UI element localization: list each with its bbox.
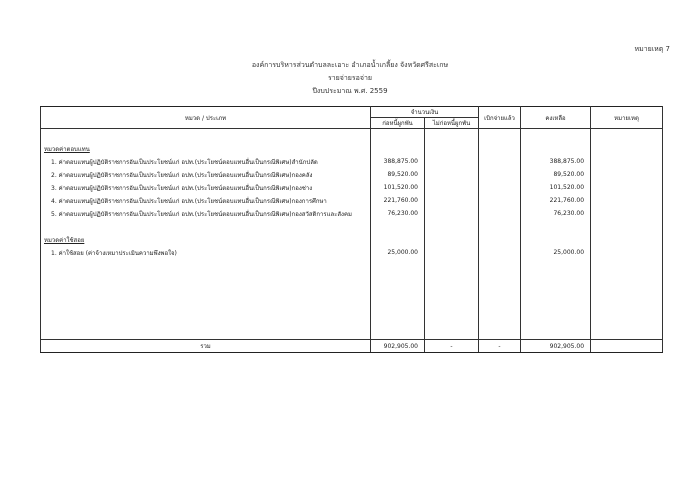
header-not-obligated: ไม่ก่อหนี้ผูกพัน <box>425 118 479 129</box>
item-label: 4. ค่าตอบแทนผู้ปฏิบัติราชการอันเป็นประโยชน์แก่ อปท.(ประโยชน์ตอบแทนอื่นเป็นกรณีพิเศษ)กองการศึกษา <box>41 194 371 207</box>
table-row <box>41 181 663 194</box>
item-obligated: 101,520.00 <box>371 181 425 194</box>
item-balance: 388,875.00 <box>521 155 591 168</box>
item-obligated: 221,760.00 <box>371 194 425 207</box>
org-title: องค์การบริหารส่วนตำบลละเอาะ อำเภอน้ำเกลี้ยง จังหวัดศรีสะเกษ <box>251 61 449 69</box>
header-amount: จำนวนเงิน <box>371 107 479 118</box>
header-balance: คงเหลือ <box>521 107 591 129</box>
item-obligated: 25,000.00 <box>371 246 425 259</box>
item-balance: 25,000.00 <box>521 246 591 259</box>
budget-table <box>40 106 663 353</box>
table-row <box>41 168 663 181</box>
table-row <box>41 207 663 220</box>
item-label: 3. ค่าตอบแทนผู้ปฏิบัติราชการอันเป็นประโยชน์แก่ อปท.(ประโยชน์ตอบแทนอื่นเป็นกรณีพิเศษ)กองช่าง <box>41 181 371 194</box>
item-balance: 76,230.00 <box>521 207 591 220</box>
header-remark: หมายเหตุ <box>591 107 663 129</box>
item-balance: 101,520.00 <box>521 181 591 194</box>
total-obligated: 902,905.00 <box>371 340 425 353</box>
header-paid: เบิกจ่ายแล้ว <box>479 107 521 129</box>
header-obligated: ก่อหนี้ผูกพัน <box>371 118 425 129</box>
item-label: 5. ค่าตอบแทนผู้ปฏิบัติราชการอันเป็นประโยชน์แก่ อปท.(ประโยชน์ตอบแทนอื่นเป็นกรณีพิเศษ)กองสวัสดิการและสังคม <box>41 207 371 220</box>
header-category: หมวด / ประเภท <box>41 107 371 129</box>
table-row <box>41 194 663 207</box>
total-label: รวม <box>41 340 371 353</box>
section-compensation: หมวดค่าตอบแทน <box>41 142 371 155</box>
table-row <box>41 246 663 259</box>
item-obligated: 89,520.00 <box>371 168 425 181</box>
item-label: 1. ค่าตอบแทนผู้ปฏิบัติราชการอันเป็นประโยชน์แก่ อปท.(ประโยชน์ตอบแทนอื่นเป็นกรณีพิเศษ)สำนักปลัด <box>41 155 371 168</box>
total-not-obligated: - <box>425 340 479 353</box>
item-label: 1. ค่าใช้สอย (ค่าจ้างเหมาประเมินความพึงพอใจ) <box>41 246 371 259</box>
item-obligated: 388,875.00 <box>371 155 425 168</box>
total-row <box>41 340 663 353</box>
section-expenses: หมวดค่าใช้สอย <box>41 233 371 246</box>
note-label: หมายเหตุ 7 <box>634 45 670 53</box>
total-paid: - <box>479 340 521 353</box>
table-row <box>41 155 663 168</box>
fiscal-year: ปีงบประมาณ พ.ศ. 2559 <box>312 87 388 95</box>
item-balance: 221,760.00 <box>521 194 591 207</box>
item-balance: 89,520.00 <box>521 168 591 181</box>
report-title: รายจ่ายรอจ่าย <box>327 74 373 82</box>
item-label: 2. ค่าตอบแทนผู้ปฏิบัติราชการอันเป็นประโยชน์แก่ อปท.(ประโยชน์ตอบแทนอื่นเป็นกรณีพิเศษ)กองคลัง <box>41 168 371 181</box>
total-balance: 902,905.00 <box>521 340 591 353</box>
item-obligated: 76,230.00 <box>371 207 425 220</box>
